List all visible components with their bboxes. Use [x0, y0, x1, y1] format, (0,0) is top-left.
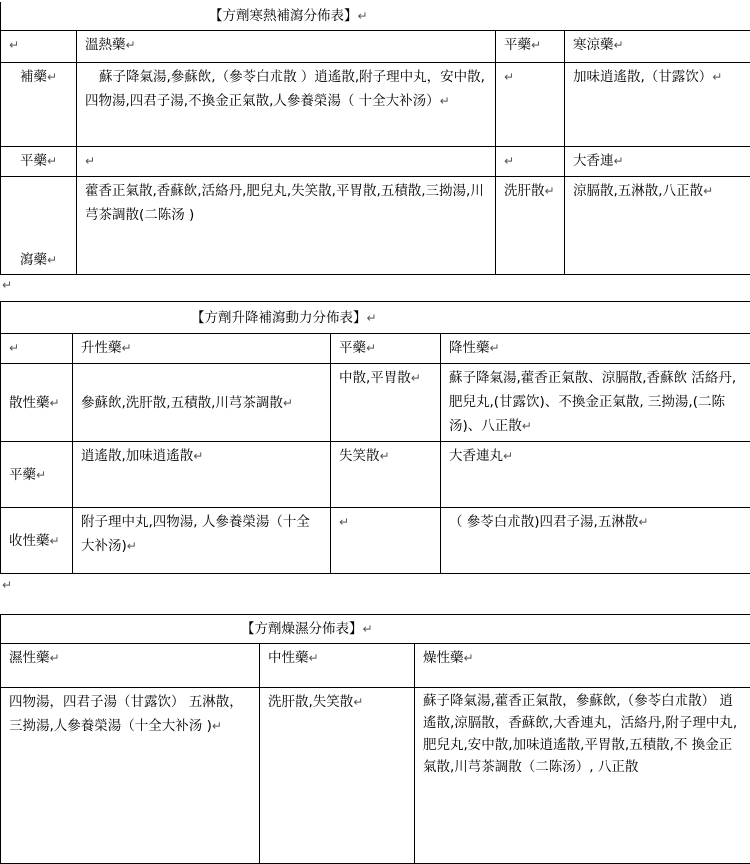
table2-row-neutral-neutral: 失笑散↵ [331, 442, 441, 508]
table2-row-neutral-label: 平藥↵ [1, 442, 73, 508]
table1-row-neutral-neutral: ↵ [496, 147, 565, 177]
table3-cell-damp: 四物湯，四君子湯（甘露饮） 五淋散，三拗湯,人參養榮湯（十全大补汤 )↵ [1, 688, 260, 864]
table3-cell-neutral: 洗肝散,失笑散↵ [260, 688, 415, 864]
paragraph-mark: ↵ [2, 278, 12, 292]
table2-row-disperse-label: 散性藥↵ [1, 364, 73, 442]
table2-header-neutral: 平藥↵ [331, 334, 441, 364]
table1-title [1, 2, 750, 31]
table1-row-neutral-cool: 大香連↵ [565, 147, 750, 177]
table1-row-purge-label: 瀉藥↵ [1, 177, 77, 275]
table1-header-neutral: 平藥↵ [496, 31, 565, 63]
table3-header-dry: 燥性藥↵ [415, 644, 750, 688]
table2-header-descend: 降性藥↵ [441, 334, 750, 364]
table-ascend-descend [0, 301, 750, 574]
table2-row-disperse-descend: 蘇子降氣湯,藿香正氣散、涼膈散,香蘇飲 活絡丹,肥兒丸,(甘露饮)、不換金正氣散, 三拗湯,(二陈汤)、八正散↵ [441, 364, 750, 442]
table1-header-warm: 溫熱藥↵ [77, 31, 496, 63]
table1-row-tonify-neutral: ↵ [496, 63, 565, 147]
table1-row-tonify-warm: 蘇子降氣湯,參蘇飲,（參苓白朮散 ）逍遙散,附子理中丸，安中散,四物湯,四君子湯,不換金正氣散,人參養榮湯（ 十全大补汤）↵ [77, 63, 496, 147]
table2-row-astringe-label: 收性藥↵ [1, 508, 73, 574]
table1-row-purge-warm: 藿香正氣散,香蘇飲,活絡丹,肥兒丸,失笑散,平胃散,五積散,三拗湯,川芎茶調散(二陈汤 ) [77, 177, 496, 275]
mark: ↵ [358, 9, 368, 23]
paragraph-mark: ↵ [2, 578, 12, 592]
table2-row-neutral-ascend: 逍遙散,加味逍遙散↵ [73, 442, 331, 508]
table2-header-empty: ↵ [1, 334, 73, 364]
table1-row-purge-neutral: 洗肝散↵ [496, 177, 565, 275]
table2-row-disperse-ascend: 參蘇飲,洗肝散,五積散,川芎茶調散↵ [73, 364, 331, 442]
table1-row-tonify-cool: 加味逍遙散,（甘露饮）↵ [565, 63, 750, 147]
table3-header-neutral: 中性藥↵ [260, 644, 415, 688]
table1-header-cool: 寒涼藥↵ [565, 31, 750, 63]
mark: ↵ [9, 38, 19, 52]
table1-title-text: 【方劑寒熱補瀉分佈表】 [209, 8, 358, 24]
table3-title: 【方劑燥濕分佈表】↵ [1, 615, 750, 644]
table1-row-neutral-label: 平藥↵ [1, 147, 77, 177]
table1-row-neutral-warm: ↵ [77, 147, 496, 177]
table1-row-purge-cool: 涼膈散,五淋散,八正散↵ [565, 177, 750, 275]
table-dry-damp [0, 614, 750, 864]
table2-row-neutral-descend: 大香連丸↵ [441, 442, 750, 508]
table-cold-heat [0, 2, 750, 275]
table2-header-ascend: 升性藥↵ [73, 334, 331, 364]
table2-title: 【方劑升降補瀉動力分佈表】↵ [1, 302, 750, 334]
table1-header-empty [1, 31, 77, 63]
table2-row-disperse-neutral: 中散,平胃散↵ [331, 364, 441, 442]
table3-header-damp: 濕性藥↵ [1, 644, 260, 688]
table1-row-tonify-label: 補藥↵ [1, 63, 77, 147]
table2-row-astringe-ascend: 附子理中丸,四物湯, 人參養榮湯（十全大补汤)↵ [73, 508, 331, 574]
table2-row-astringe-neutral: ↵ [331, 508, 441, 574]
table3-cell-dry: 蘇子降氣湯,藿香正氣散，參蘇飲,（參苓白朮散） 逍遙散,涼膈散，香蘇飲,大香連丸，活絡丹,附子理中丸,肥兒丸,安中散,加味逍遙散,平胃散,五積散,不 換金正氣散,川芎茶調散（二陈汤）, 八正散 [415, 688, 750, 864]
table2-row-astringe-descend: （ 參苓白朮散)四君子湯,五淋散↵ [441, 508, 750, 574]
